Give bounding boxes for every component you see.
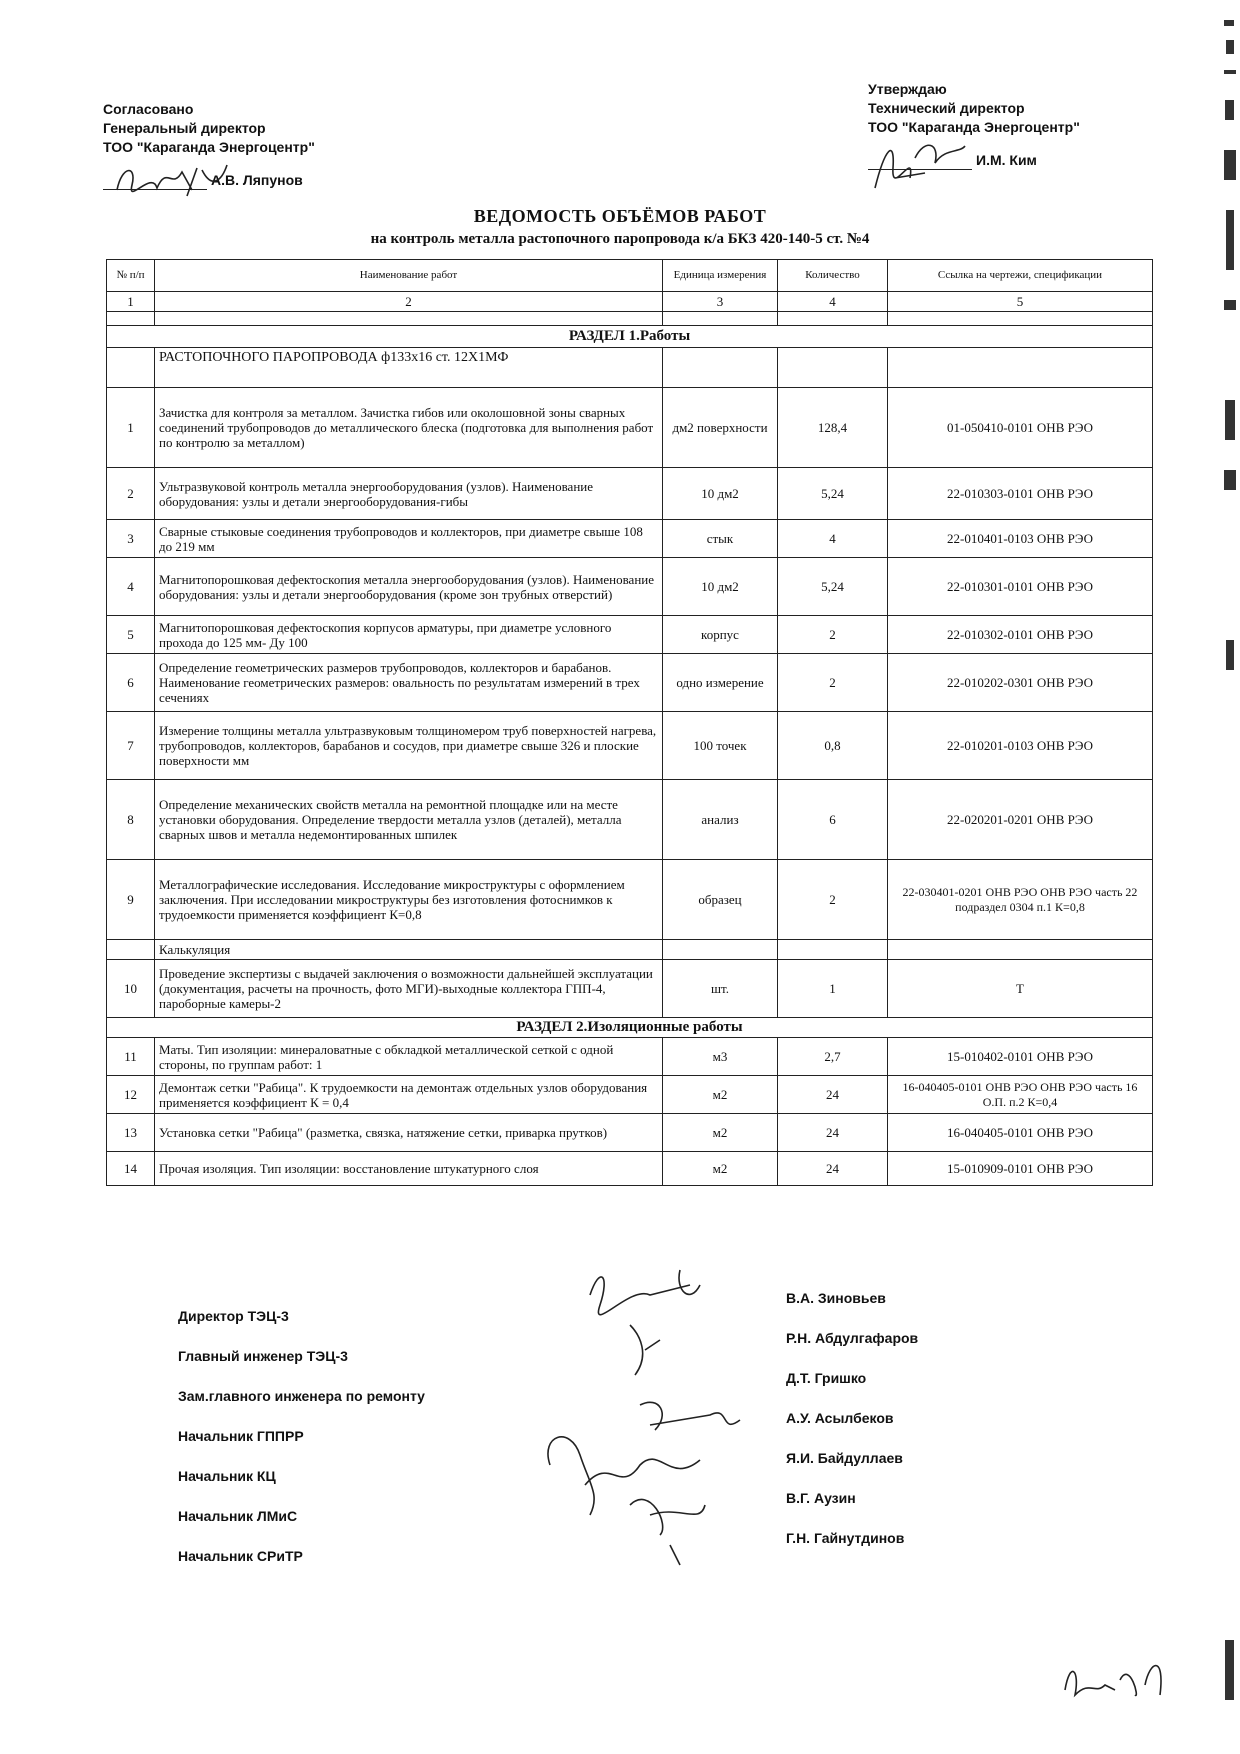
approved-name: А.В. Ляпунов [211, 172, 303, 188]
row-qty: 2 [778, 654, 888, 712]
col-number: 1 [107, 292, 155, 312]
works-table [106, 259, 1153, 1186]
row-qty: 2 [778, 860, 888, 940]
table-row [107, 1152, 1153, 1186]
row-name: Ультразвуковой контроль металла энергооборудования (узлов). Наименование оборудования: узлы и детали энергооборудования-гибы [155, 468, 663, 520]
row-name: Сварные стыковые соединения трубопроводов и коллекторов, при диаметре свыше 108 до 219 мм [155, 520, 663, 558]
table-row [107, 388, 1153, 468]
section-1-title: РАЗДЕЛ 1.Работы [107, 326, 1153, 348]
confirmed-position: Технический директор [868, 100, 1025, 116]
row-ref: 16-040405-0101 ОНВ РЭО [888, 1114, 1153, 1152]
signer-name: Г.Н. Гайнутдинов [786, 1530, 905, 1546]
section-2-title: РАЗДЕЛ 2.Изоляционные работы [107, 1018, 1153, 1038]
row-num: 13 [107, 1114, 155, 1152]
document-subtitle: на контроль металла растопочного паропровода к/а БКЗ 420-140-5 ст. №4 [370, 231, 870, 247]
signer-role: Директор ТЭЦ-3 [178, 1308, 289, 1324]
row-name: Определение геометрических размеров трубопроводов, коллекторов и барабанов. Наименование геометрических размеров: овальность по результатам измерений в трех сечениях [155, 654, 663, 712]
document-title: ВЕДОМОСТЬ ОБЪЁМОВ РАБОТ [473, 206, 767, 226]
row-num: 3 [107, 520, 155, 558]
row-num: 11 [107, 1038, 155, 1076]
table-row [107, 960, 1153, 1018]
signer-role: Начальник СРиТР [178, 1548, 303, 1564]
row-ref: 22-030401-0201 ОНВ РЭО ОНВ РЭО часть 22 подраздел 0304 п.1 К=0,8 [888, 860, 1153, 940]
row-num: 14 [107, 1152, 155, 1186]
row-ref: 22-010302-0101 ОНВ РЭО [888, 616, 1153, 654]
table-row [107, 712, 1153, 780]
table-row [107, 1038, 1153, 1076]
signer-role: Главный инженер ТЭЦ-3 [178, 1348, 348, 1364]
calc-label: Калькуляция [155, 940, 663, 960]
row-qty: 0,8 [778, 712, 888, 780]
signer-name: А.У. Асылбеков [786, 1410, 894, 1426]
table-row [107, 654, 1153, 712]
scan-edge-marks [1222, 0, 1240, 1754]
approved-company: ТОО "Караганда Энергоцентр" [103, 139, 315, 155]
handwritten-signatures [530, 1265, 770, 1565]
row-ref: Т [888, 960, 1153, 1018]
header-name: Наименование работ [155, 260, 663, 292]
subsection-row [107, 348, 1153, 388]
row-unit: 100 точек [663, 712, 778, 780]
row-ref: 22-020201-0201 ОНВ РЭО [888, 780, 1153, 860]
row-qty: 6 [778, 780, 888, 860]
table-row [107, 558, 1153, 616]
confirmed-signature [865, 128, 985, 198]
row-unit: анализ [663, 780, 778, 860]
header-unit: Единица измерения [663, 260, 778, 292]
row-num: 5 [107, 616, 155, 654]
row-ref: 15-010402-0101 ОНВ РЭО [888, 1038, 1153, 1076]
approved-position: Генеральный директор [103, 120, 266, 136]
row-name: Металлографические исследования. Исследование микроструктуры с оформлением заключения. При исследовании микроструктуры без изготовления фотоснимков к трудоемкости применяется коэффициент К=0,8 [155, 860, 663, 940]
table-row [107, 520, 1153, 558]
row-num: 6 [107, 654, 155, 712]
signer-name: Я.И. Байдуллаев [786, 1450, 903, 1466]
row-num: 1 [107, 388, 155, 468]
row-name: Проведение экспертизы с выдачей заключения о возможности дальнейшей эксплуатации (документация, расчеты на прочность, фото МГИ)-выходные коллектора ГПП-4, пароборные камеры-2 [155, 960, 663, 1018]
row-unit: шт. [663, 960, 778, 1018]
row-unit: м2 [663, 1076, 778, 1114]
signer-role: Зам.главного инженера по ремонту [178, 1388, 425, 1404]
table-row [107, 860, 1153, 940]
row-ref: 16-040405-0101 ОНВ РЭО ОНВ РЭО часть 16 О.П. п.2 К=0,4 [888, 1076, 1153, 1114]
row-ref: 22-010202-0301 ОНВ РЭО [888, 654, 1153, 712]
row-unit: м3 [663, 1038, 778, 1076]
corner-initials [1060, 1650, 1180, 1710]
row-name: Магнитопорошковая дефектоскопия металла энергооборудования (узлов). Наименование оборудования: узлы и детали энергооборудования (кроме зон трубных отверстий) [155, 558, 663, 616]
confirmed-label: Утверждаю [868, 81, 947, 97]
row-name: Определение механических свойств металла на ремонтной площадке или на месте установки оборудования. Определение твердости металла узлов (деталей), металла сварных швов и металла недемонтированных шпилек [155, 780, 663, 860]
signer-roles [178, 1308, 425, 1588]
row-num: 7 [107, 712, 155, 780]
row-name: Маты. Тип изоляции: минераловатные с обкладкой металлической сеткой с одной стороны, по группам работ: 1 [155, 1038, 663, 1076]
row-unit: стык [663, 520, 778, 558]
col-number: 2 [155, 292, 663, 312]
signer-name: Р.Н. Абдулгафаров [786, 1330, 919, 1346]
row-qty: 24 [778, 1114, 888, 1152]
row-num: 2 [107, 468, 155, 520]
row-ref: 22-010201-0103 ОНВ РЭО [888, 712, 1153, 780]
empty-row [107, 312, 1153, 326]
col-number: 3 [663, 292, 778, 312]
row-ref: 01-050410-0101 ОНВ РЭО [888, 388, 1153, 468]
row-num: 8 [107, 780, 155, 860]
calc-row [107, 940, 1153, 960]
row-qty: 5,24 [778, 468, 888, 520]
signer-role: Начальник КЦ [178, 1468, 276, 1484]
signer-role: Начальник ГППРР [178, 1428, 304, 1444]
row-ref: 22-010301-0101 ОНВ РЭО [888, 558, 1153, 616]
row-qty: 2,7 [778, 1038, 888, 1076]
row-qty: 128,4 [778, 388, 888, 468]
row-num: 10 [107, 960, 155, 1018]
row-unit: 10 дм2 [663, 468, 778, 520]
row-unit: образец [663, 860, 778, 940]
signer-name: В.А. Зиновьев [786, 1290, 886, 1306]
header-num: № п/п [107, 260, 155, 292]
section-1-row [107, 326, 1153, 348]
row-unit: м2 [663, 1114, 778, 1152]
row-ref: 22-010401-0103 ОНВ РЭО [888, 520, 1153, 558]
row-unit: корпус [663, 616, 778, 654]
row-name: Установка сетки "Рабица" (разметка, связка, натяжение сетки, приварка прутков) [155, 1114, 663, 1152]
table-row [107, 616, 1153, 654]
column-number-row [107, 292, 1153, 312]
approved-signature [112, 160, 232, 200]
col-number: 5 [888, 292, 1153, 312]
signer-names [786, 1290, 918, 1570]
col-number: 4 [778, 292, 888, 312]
header-qty: Количество [778, 260, 888, 292]
table-row [107, 1114, 1153, 1152]
confirmed-name: И.М. Ким [976, 152, 1037, 168]
confirmed-company: ТОО "Караганда Энергоцентр" [868, 119, 1080, 135]
signer-name: Д.Т. Гришко [786, 1370, 867, 1386]
row-name: Прочая изоляция. Тип изоляции: восстановление штукатурного слоя [155, 1152, 663, 1186]
row-unit: 10 дм2 [663, 558, 778, 616]
row-name: Зачистка для контроля за металлом. Зачистка гибов или околошовной зоны сварных соединений трубопроводов до металлического блеска (подготовка для выполнения работ по контролю за металлом) [155, 388, 663, 468]
table-header-row [107, 260, 1153, 292]
row-num: 9 [107, 860, 155, 940]
table-row [107, 1076, 1153, 1114]
row-qty: 1 [778, 960, 888, 1018]
row-unit: одно измерение [663, 654, 778, 712]
section-2-row [107, 1018, 1153, 1038]
row-ref: 15-010909-0101 ОНВ РЭО [888, 1152, 1153, 1186]
approved-label: Согласовано [103, 101, 194, 117]
row-name: Демонтаж сетки "Рабица". К трудоемкости на демонтаж отдельных узлов оборудования применяется коэффициент К = 0,4 [155, 1076, 663, 1114]
row-name: Измерение толщины металла ультразвуковым толщиномером труб поверхностей нагрева, трубопроводов, коллекторов, барабанов и сосудов, при диаметре свыше 326 и плоские поверхности мм [155, 712, 663, 780]
row-qty: 5,24 [778, 558, 888, 616]
row-qty: 4 [778, 520, 888, 558]
signer-name: В.Г. Аузин [786, 1490, 856, 1506]
subsection-title: РАСТОПОЧНОГО ПАРОПРОВОДА ф133х16 ст. 12Х1МФ [155, 348, 663, 388]
table-row [107, 780, 1153, 860]
row-qty: 2 [778, 616, 888, 654]
row-unit: дм2 поверхности [663, 388, 778, 468]
row-qty: 24 [778, 1076, 888, 1114]
row-num: 12 [107, 1076, 155, 1114]
row-unit: м2 [663, 1152, 778, 1186]
table-row [107, 468, 1153, 520]
row-ref: 22-010303-0101 ОНВ РЭО [888, 468, 1153, 520]
signer-role: Начальник ЛМиС [178, 1508, 298, 1524]
row-qty: 24 [778, 1152, 888, 1186]
header-ref: Ссылка на чертежи, спецификации [888, 260, 1153, 292]
row-name: Магнитопорошковая дефектоскопия корпусов арматуры, при диаметре условного прохода до 125 мм- Ду 100 [155, 616, 663, 654]
row-num: 4 [107, 558, 155, 616]
